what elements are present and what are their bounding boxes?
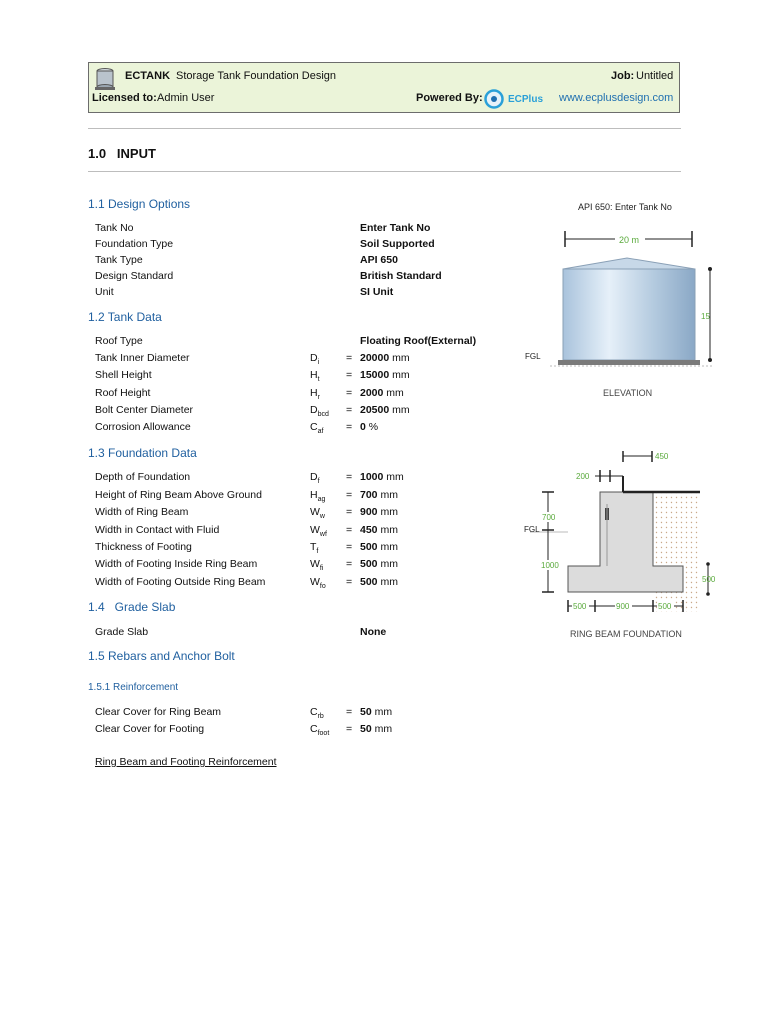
tank-type-label: Tank Type — [95, 254, 143, 266]
tank-shell — [563, 269, 695, 360]
footing-inside-width-symbol: $W_{fi}$ — [310, 558, 324, 573]
section-title: 1.0 INPUT — [88, 146, 156, 161]
foundation-type-label: Foundation Type — [95, 238, 174, 250]
ecplus-brand: ECPlus — [508, 94, 544, 105]
job-label: Job: — [611, 70, 635, 82]
equals-sign: = — [346, 723, 353, 735]
powered-by-label: Powered By: — [416, 92, 483, 104]
ecplus-logo-icon — [484, 89, 506, 109]
equals-sign: = — [346, 706, 353, 718]
fluid-contact-width-label: Width in Contact with Fluid — [95, 524, 220, 536]
equals-sign: = — [346, 558, 353, 570]
soil-fill — [653, 492, 698, 612]
equals-sign: = — [346, 524, 353, 536]
footing-outside-width-label: Width of Footing Outside Ring Beam — [95, 576, 266, 588]
ring-beam-height-label: Height of Ring Beam Above Ground — [95, 489, 262, 501]
equals-sign: = — [346, 404, 353, 416]
ring-beam-cover-label: Clear Cover for Ring Beam — [95, 706, 222, 718]
reinforcement-link[interactable]: Ring Beam and Footing Reinforcement — [95, 756, 277, 768]
rebars-title: 1.5 Rebars and Anchor Bolt — [88, 649, 235, 663]
dim-1000-label: 1000 — [541, 561, 559, 570]
tank-icon — [94, 67, 116, 91]
ring-beam-fgl-label: FGL — [524, 525, 540, 534]
tank-base — [558, 360, 700, 365]
app-name: ECTANK — [125, 70, 171, 82]
corrosion-allowance-symbol: $C_{af}$ — [310, 421, 324, 436]
footing-cover-symbol: $C_{foot}$ — [310, 723, 330, 738]
tank-inner-diameter-symbol: $D_i$ — [310, 352, 320, 367]
elevation-title: API 650: Enter Tank No — [578, 202, 672, 212]
equals-sign: = — [346, 541, 353, 553]
ring-beam-height-value: 700 mm — [360, 489, 398, 501]
equals-sign: = — [346, 576, 353, 588]
equals-sign: = — [346, 369, 353, 381]
divider-top — [88, 128, 681, 129]
equals-sign: = — [346, 471, 353, 483]
corrosion-allowance-value: 0 % — [360, 421, 379, 433]
divider-bottom — [88, 171, 681, 172]
diameter-label: 20 m — [619, 235, 640, 245]
ring-beam-diagram — [520, 446, 768, 644]
tank-no-label: Tank No — [95, 222, 134, 234]
foundation-type-value: Soil Supported — [360, 238, 435, 250]
dim-900-label: 900 — [616, 602, 630, 611]
ring-beam-cover-symbol: $C_{rb}$ — [310, 706, 324, 721]
shell-height-value: 15000 mm — [360, 369, 410, 381]
roof-height-label: Roof Height — [95, 387, 151, 399]
depth-of-foundation-label: Depth of Foundation — [95, 471, 191, 483]
footing-thickness-symbol: $T_f$ — [310, 541, 319, 556]
ring-beam-height-symbol: $H_{ag}$ — [310, 489, 326, 504]
app-subtitle: Storage Tank Foundation Design — [176, 70, 337, 82]
footing-inside-width-label: Width of Footing Inside Ring Beam — [95, 558, 258, 570]
elevation-caption: ELEVATION — [603, 388, 653, 398]
footing-cover-label: Clear Cover for Footing — [95, 723, 205, 735]
roof-type-label: Roof Type — [95, 335, 143, 347]
footing-inside-width-value: 500 mm — [360, 558, 398, 570]
footing-cover-value: 50 mm — [360, 723, 393, 735]
equals-sign: = — [346, 506, 353, 518]
fluid-contact-width-symbol: $W_{wf}$ — [310, 524, 327, 539]
height-label: 15 — [701, 312, 710, 321]
licensed-label: Licensed to: — [92, 92, 157, 104]
depth-of-foundation-symbol: $D_f$ — [310, 471, 320, 486]
ring-beam-cover-value: 50 mm — [360, 706, 393, 718]
elevation-fgl-label: FGL — [525, 352, 541, 361]
shell-height-label: Shell Height — [95, 369, 152, 381]
bolt-center-diameter-label: Bolt Center Diameter — [95, 404, 194, 416]
dim-500-mid-label: 500 — [658, 602, 672, 611]
ring-beam-width-symbol: $W_w$ — [310, 506, 325, 521]
bolt-center-diameter-symbol: $D_{bcd}$ — [310, 404, 329, 419]
grade-slab-value: None — [360, 626, 387, 638]
footing-thickness-value: 500 mm — [360, 541, 398, 553]
footing-thickness-label: Thickness of Footing — [95, 541, 192, 553]
dim-500-right-label: 500 — [702, 575, 716, 584]
job-value: Untitled — [636, 70, 674, 82]
corrosion-allowance-label: Corrosion Allowance — [95, 421, 191, 433]
bolt-center-diameter-value: 20500 mm — [360, 404, 410, 416]
footing-outside-width-symbol: $W_{fo}$ — [310, 576, 326, 591]
foundation-data-title: 1.3 Foundation Data — [88, 446, 197, 460]
reinforcement-subtitle: 1.5.1 Reinforcement — [88, 682, 179, 693]
dim-450-label: 450 — [655, 452, 669, 461]
footing-outside-width-value: 500 mm — [360, 576, 398, 588]
equals-sign: = — [346, 489, 353, 501]
grade-slab-label: Grade Slab — [95, 626, 149, 638]
ring-beam-width-value: 900 mm — [360, 506, 398, 518]
unit-label: Unit — [95, 286, 114, 298]
equals-sign: = — [346, 421, 353, 433]
ring-beam-width-label: Width of Ring Beam — [95, 506, 189, 518]
ring-beam-caption: RING BEAM FOUNDATION — [570, 629, 682, 639]
design-standard-label: Design Standard — [95, 270, 174, 282]
tank-inner-diameter-label: Tank Inner Diameter — [95, 352, 190, 364]
website-link[interactable]: www.ecplusdesign.com — [559, 92, 674, 104]
tank-data-title: 1.2 Tank Data — [88, 310, 162, 324]
tank-no-value: Enter Tank No — [360, 222, 431, 234]
tank-inner-diameter-value: 20000 mm — [360, 352, 410, 364]
equals-sign: = — [346, 387, 353, 399]
equals-sign: = — [346, 352, 353, 364]
dim-500-left-label: 500 — [573, 602, 587, 611]
elevation-diagram — [520, 196, 768, 404]
dim-200-label: 200 — [576, 472, 590, 481]
depth-of-foundation-value: 1000 mm — [360, 471, 404, 483]
roof-height-value: 2000 mm — [360, 387, 404, 399]
dim-700-label: 700 — [542, 513, 556, 522]
roof-height-symbol: $H_r$ — [310, 387, 320, 402]
fluid-contact-width-value: 450 mm — [360, 524, 398, 536]
report-header — [88, 62, 680, 113]
design-standard-value: British Standard — [360, 270, 442, 282]
design-options-title: 1.1 Design Options — [88, 197, 191, 211]
unit-value: SI Unit — [360, 286, 394, 298]
shell-height-symbol: $H_t$ — [310, 369, 320, 384]
tank-type-value: API 650 — [360, 254, 398, 266]
roof-type-value: Floating Roof(External) — [360, 335, 477, 347]
licensed-value: Admin User — [157, 92, 215, 104]
grade-slab-title: 1.4 Grade Slab — [88, 600, 176, 614]
